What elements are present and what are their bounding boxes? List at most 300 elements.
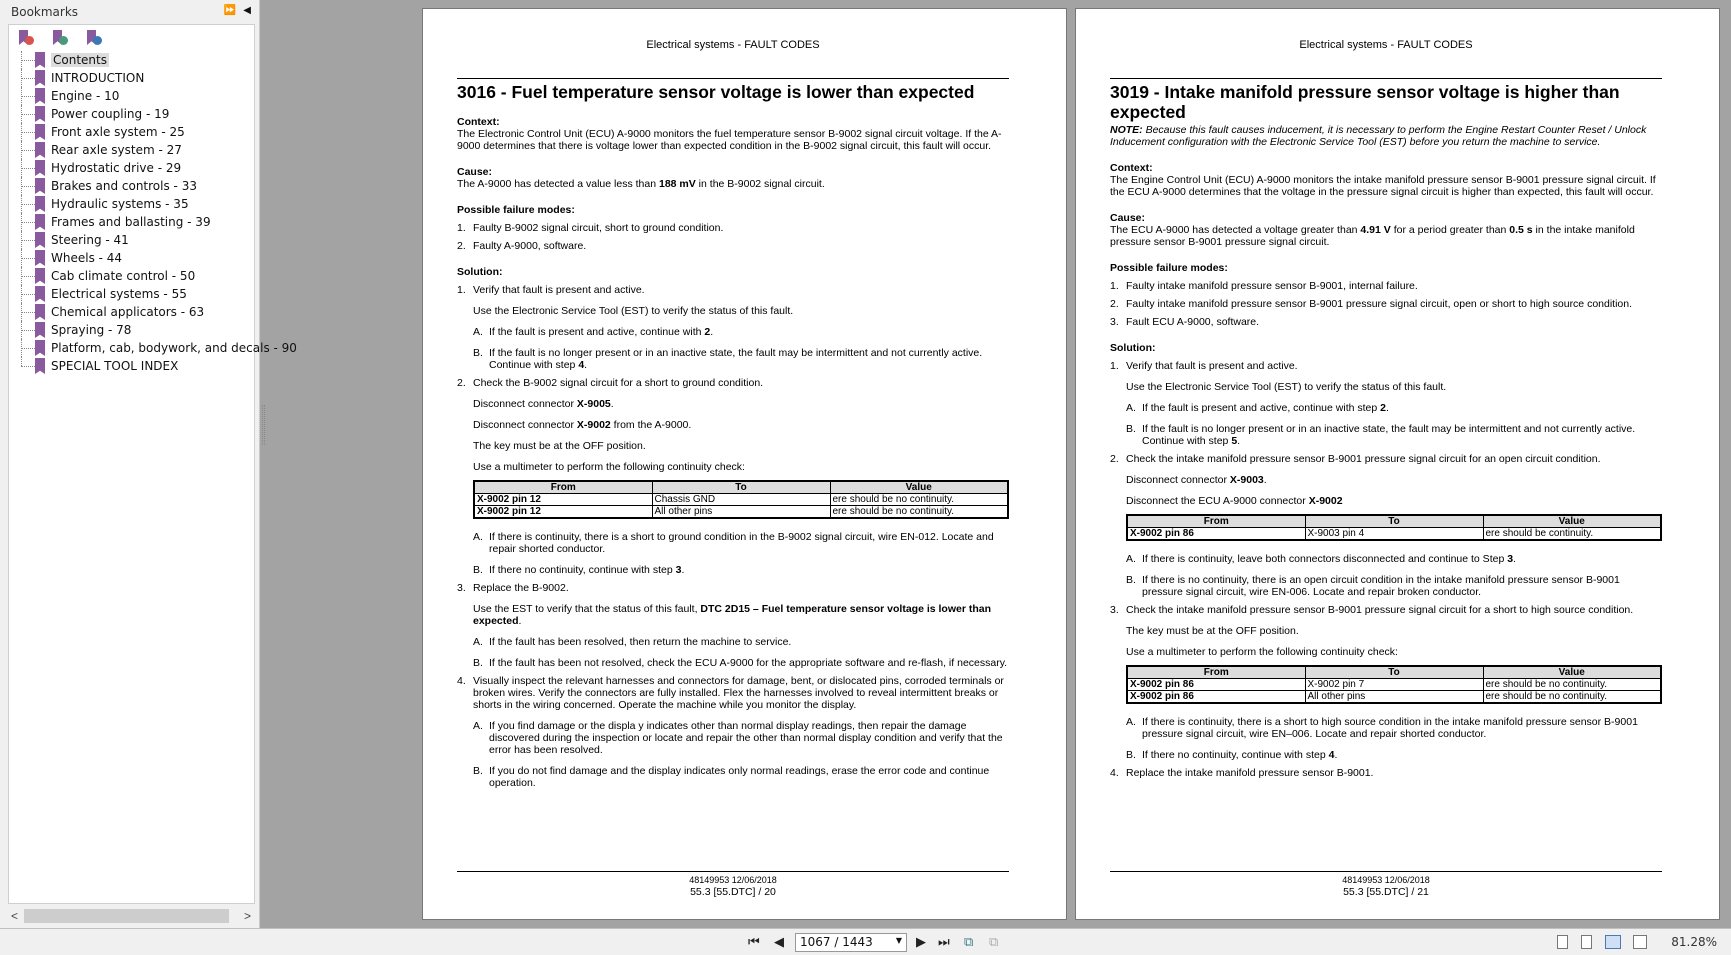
header-rule	[457, 78, 1009, 79]
step-detail	[1110, 495, 1662, 507]
section-label	[457, 266, 1009, 278]
bookmark-icon	[35, 160, 45, 176]
column-header: From	[474, 481, 652, 494]
step-text	[473, 461, 745, 473]
page-content	[1110, 9, 1662, 779]
page-footer	[457, 871, 1009, 898]
numbered-step	[1110, 298, 1662, 310]
horizontal-scrollbar[interactable]	[8, 906, 255, 926]
column-header: Value	[1483, 666, 1661, 679]
step-text	[1110, 224, 1635, 248]
step-text	[1126, 453, 1601, 465]
step-number: A.	[473, 636, 483, 648]
step-number: 2.	[1110, 298, 1119, 310]
bookmark-icon	[35, 178, 45, 194]
continuity-table	[1126, 665, 1662, 704]
bookmark-item[interactable]	[21, 123, 254, 141]
tree-line	[21, 357, 22, 366]
lettered-substep	[457, 347, 1009, 371]
header-rule	[1110, 78, 1662, 79]
step-number: 1.	[457, 284, 466, 296]
step-text	[473, 222, 723, 234]
step-text	[457, 178, 825, 190]
step-number: 2.	[1110, 453, 1119, 465]
numbered-step	[457, 284, 1009, 296]
step-text	[1142, 749, 1337, 761]
paragraph	[1110, 224, 1662, 248]
scrollbar-thumb[interactable]	[24, 909, 229, 923]
text-segment: 3	[675, 564, 682, 576]
table-cell: ere should be no continuity.	[1483, 679, 1661, 691]
step-text	[489, 326, 713, 338]
step-text	[473, 240, 586, 252]
step-number: 1.	[1110, 360, 1119, 372]
step-text	[473, 675, 1004, 711]
step-text	[473, 440, 646, 452]
bookmark-label: Hydraulic systems - 35	[51, 197, 189, 211]
column-header: To	[652, 481, 830, 494]
table-row	[1127, 528, 1661, 541]
paragraph	[457, 178, 1009, 190]
text-segment: Faulty A-9000, software.	[473, 240, 587, 252]
badge-icon	[59, 36, 68, 45]
text-segment: Faulty B-9002 signal circuit, short to ground condition.	[473, 222, 724, 234]
step-number: 1.	[1110, 280, 1119, 292]
text-segment: 4	[578, 359, 585, 371]
text-segment: If there is continuity, there is a short to high source condition in the intake manifold pressure sensor B-9001 pressure signal circuit, wire EN–006. Locate and repair shorted conductor.	[1142, 716, 1638, 740]
bookmark-item[interactable]	[21, 321, 254, 339]
bookmark-item[interactable]	[21, 177, 254, 195]
page-number-value[interactable]: 1067 / 1443	[800, 935, 873, 949]
step-text	[457, 166, 492, 178]
text-segment: The ECU A-9000 has detected a voltage greater than	[1110, 224, 1361, 236]
step-text	[473, 582, 569, 594]
step-text	[1110, 262, 1228, 274]
fault-title: 3019 - Intake manifold pressure sensor voltage is higher than expected	[1110, 82, 1620, 122]
step-text	[489, 531, 994, 555]
table-cell: ere should be continuity.	[1483, 528, 1661, 541]
bookmark-item[interactable]	[21, 213, 254, 231]
step-text	[1126, 495, 1343, 507]
text-segment: for a period greater than	[1390, 224, 1510, 236]
bookmarks-title: Bookmarks	[11, 5, 79, 19]
table-cell: ere should be no continuity.	[830, 506, 1008, 519]
column-header: To	[1305, 666, 1483, 679]
bookmark-label: Engine - 10	[51, 89, 120, 103]
step-text	[489, 657, 1007, 669]
bookmark-tools	[9, 25, 254, 51]
text-segment: .	[710, 326, 714, 338]
panel-controls[interactable]: ⏩ ◀	[223, 5, 253, 16]
bookmark-label: Electrical systems - 55	[51, 287, 187, 301]
step-number: 3.	[1110, 316, 1119, 328]
section-label	[457, 116, 1009, 128]
text-segment: Verify that fault is present and active.	[1126, 360, 1298, 372]
column-header: To	[1305, 515, 1483, 528]
numbered-step	[1110, 767, 1662, 779]
zoom-level[interactable]: 81.28%	[1671, 935, 1717, 949]
step-text	[1142, 423, 1635, 447]
text-segment: If the fault is no longer present or in an inactive state, the fault may be intermittent and not currently active. Continue with step	[489, 347, 983, 371]
text-segment: If there is continuity, leave both connectors disconnected and continue to Step	[1142, 553, 1508, 565]
numbered-step	[457, 582, 1009, 594]
table-cell: X-9002 pin 7	[1305, 679, 1483, 691]
note-paragraph	[1110, 124, 1662, 148]
bookmark-item[interactable]	[21, 159, 254, 177]
badge-icon	[25, 36, 34, 45]
bookmark-item[interactable]	[21, 303, 254, 321]
text-segment: in the B-9002 signal circuit.	[695, 178, 825, 190]
table-header-row	[1127, 515, 1661, 528]
goto-bookmark-icon[interactable]	[87, 30, 101, 46]
step-text	[1110, 124, 1646, 148]
text-segment: .	[1334, 749, 1338, 761]
bookmark-icon	[35, 106, 45, 122]
bookmark-label: Contents	[53, 53, 107, 67]
text-segment: Replace the intake manifold pressure sensor B-9001.	[1126, 767, 1374, 779]
step-number: A.	[473, 720, 483, 732]
two-page-continuous-view-icon[interactable]	[1633, 935, 1647, 949]
text-segment: .	[610, 398, 614, 410]
section-label	[457, 166, 1009, 178]
step-number: 1.	[457, 222, 466, 234]
tree-connector	[21, 276, 35, 277]
bookmark-icon	[35, 322, 45, 338]
text-segment: Disconnect connector	[473, 419, 577, 431]
numbered-step	[457, 222, 1009, 234]
lettered-substep	[457, 720, 1009, 756]
step-text	[1142, 402, 1389, 414]
continuity-table	[1126, 514, 1662, 541]
step-text	[457, 128, 1002, 152]
bookmark-icon	[35, 286, 45, 302]
text-segment: Fault ECU A-9000, software.	[1126, 316, 1260, 328]
chevron-down-icon[interactable]: ▼	[895, 936, 902, 945]
lettered-substep	[1110, 574, 1662, 598]
step-text	[1126, 381, 1446, 393]
text-segment: The key must be at the OFF position.	[473, 440, 646, 452]
panel-splitter[interactable]	[262, 405, 265, 445]
step-text	[457, 266, 503, 278]
numbered-step	[1110, 360, 1662, 372]
tree-connector	[21, 204, 35, 205]
step-detail	[1110, 474, 1662, 486]
bookmark-icon	[35, 250, 45, 266]
step-text	[1126, 767, 1373, 779]
text-segment: If there is no continuity, there is an open circuit condition in the intake manifold pressure sensor B-9001 pressure signal circuit, wire EN-006. Locate and repair broken conductor.	[1142, 574, 1620, 598]
step-detail	[1110, 625, 1662, 637]
numbered-step	[457, 377, 1009, 389]
step-number: A.	[1126, 716, 1136, 728]
step-text	[1110, 342, 1156, 354]
footer-page-number: 55.3 [55.DTC] / 21	[1343, 886, 1429, 898]
bookmark-tree	[9, 51, 297, 375]
text-segment: .	[681, 564, 685, 576]
page-header: Electrical systems - FAULT CODES	[646, 39, 820, 51]
continuous-view-icon[interactable]	[1581, 935, 1592, 949]
step-detail	[457, 461, 1009, 473]
step-number: 4.	[457, 675, 466, 687]
tree-connector	[21, 348, 35, 349]
column-header: Value	[1483, 515, 1661, 528]
step-detail	[1110, 646, 1662, 658]
bookmark-label: Wheels - 44	[51, 251, 123, 265]
step-text	[1142, 574, 1620, 598]
bookmark-icon	[35, 214, 45, 230]
table-cell: X-9002 pin 12	[474, 494, 652, 506]
text-segment: Context:	[1110, 162, 1153, 174]
step-detail	[457, 603, 1009, 627]
section-label	[1110, 342, 1662, 354]
text-segment: The A-9000 has detected a value less than	[457, 178, 659, 190]
page-header: Electrical systems - FAULT CODES	[1299, 39, 1473, 51]
text-segment: If the fault has been resolved, then return the machine to service.	[489, 636, 792, 648]
numbered-step	[1110, 453, 1662, 465]
bookmark-item[interactable]	[21, 267, 254, 285]
text-segment: 0.5 s	[1509, 224, 1533, 236]
step-number: B.	[1126, 423, 1136, 435]
step-number: B.	[473, 564, 483, 576]
bottom-toolbar	[0, 928, 1731, 955]
table-cell: X-9002 pin 86	[1127, 691, 1305, 704]
step-detail	[457, 440, 1009, 452]
step-text	[473, 419, 691, 431]
step-text	[1126, 280, 1418, 292]
step-text	[457, 116, 500, 128]
two-page-view-icon[interactable]	[1605, 935, 1621, 949]
first-page-icon[interactable]: ⏮	[748, 934, 760, 949]
column-header: From	[1127, 666, 1305, 679]
bookmark-icon	[35, 232, 45, 248]
step-text	[489, 765, 989, 789]
bookmark-icon	[35, 358, 45, 374]
lettered-substep	[457, 564, 1009, 576]
step-detail	[457, 305, 1009, 317]
text-segment: 3	[1507, 553, 1514, 565]
single-page-view-icon[interactable]	[1557, 935, 1568, 949]
text-segment: in the intake manifold pressure sensor B-9001 pressure signal circuit.	[1110, 224, 1635, 248]
table-cell: ere should be no continuity.	[1483, 691, 1661, 704]
bookmark-icon	[35, 70, 45, 86]
tree-connector	[21, 168, 35, 169]
step-number: B.	[473, 347, 483, 359]
bookmark-item[interactable]	[21, 249, 254, 267]
text-segment: NOTE:	[1110, 124, 1143, 136]
page-content	[457, 9, 1009, 789]
text-segment: Replace the B-9002.	[473, 582, 569, 594]
lettered-substep	[1110, 553, 1662, 565]
tree-connector	[21, 60, 35, 61]
text-segment: .	[584, 359, 588, 371]
add-bookmark-icon[interactable]	[53, 30, 67, 46]
text-segment: Check the B-9002 signal circuit for a short to ground condition.	[473, 377, 764, 389]
bookmark-item[interactable]	[21, 69, 254, 87]
text-segment: X-9002	[576, 419, 611, 431]
step-text	[457, 204, 575, 216]
scroll-right-icon[interactable]: >	[243, 909, 251, 923]
text-segment: Solution:	[457, 266, 503, 278]
tree-connector	[21, 114, 35, 115]
next-page-icon[interactable]: ▶	[916, 934, 926, 949]
text-segment: If the fault is no longer present or in an inactive state, the fault may be intermittent and not currently active. Continue with step	[1142, 423, 1636, 447]
text-segment: .	[1237, 435, 1241, 447]
table-row	[474, 494, 1008, 506]
table-cell: X-9003 pin 4	[1305, 528, 1483, 541]
bookmark-item[interactable]	[21, 141, 254, 159]
bookmark-label: Hydrostatic drive - 29	[51, 161, 182, 175]
tree-connector	[21, 96, 35, 97]
last-page-icon[interactable]: ⏭	[938, 934, 950, 949]
lettered-substep	[457, 657, 1009, 669]
text-segment: If the fault is present and active, continue with	[489, 326, 705, 338]
step-text	[1110, 212, 1145, 224]
bookmarks-panel	[0, 0, 297, 928]
text-segment: Use the Electronic Service Tool (EST) to verify the status of this fault.	[1126, 381, 1447, 393]
bookmark-icon	[35, 142, 45, 158]
footer-doc-id: 48149953 12/06/2018	[1342, 875, 1430, 885]
bookmark-label: Cab climate control - 50	[51, 269, 196, 283]
table-header-row	[1127, 666, 1661, 679]
step-number: 2.	[457, 240, 466, 252]
footer-doc-id: 48149953 12/06/2018	[689, 875, 777, 885]
lettered-substep	[1110, 716, 1662, 740]
column-header: From	[1127, 515, 1305, 528]
text-segment: If the fault has been not resolved, check the ECU A-9000 for the appropriate software and re-flash, if necessary.	[489, 657, 1008, 669]
section-label	[457, 204, 1009, 216]
bookmark-item[interactable]	[21, 51, 254, 69]
bookmark-item[interactable]	[21, 105, 254, 123]
delete-bookmark-icon[interactable]	[19, 30, 33, 46]
step-number: 3.	[1110, 604, 1119, 616]
table-row	[474, 506, 1008, 519]
text-segment: Cause:	[1110, 212, 1146, 224]
bookmark-item[interactable]	[21, 285, 254, 303]
bookmark-icon	[35, 268, 45, 284]
bookmark-item[interactable]	[21, 195, 254, 213]
text-segment: .	[518, 615, 522, 627]
step-text	[489, 564, 684, 576]
bookmark-icon	[35, 304, 45, 320]
footer-page-number: 55.3 [55.DTC] / 20	[690, 886, 776, 898]
continuity-table	[473, 480, 1009, 519]
text-segment: DTC 2D15 – Fuel temperature sensor voltage is lower than expected	[473, 603, 992, 627]
step-number: B.	[473, 657, 483, 669]
numbered-step	[457, 240, 1009, 252]
page-number-input[interactable]	[795, 933, 907, 952]
step-text	[1110, 162, 1153, 174]
text-segment: from the A-9000.	[610, 419, 692, 431]
bookmark-item[interactable]	[21, 339, 297, 357]
next-view-icon[interactable]: ⧉	[989, 934, 999, 949]
text-segment: Use the Electronic Service Tool (EST) to verify the status of this fault.	[473, 305, 794, 317]
step-text	[1126, 316, 1259, 328]
text-segment: Solution:	[1110, 342, 1156, 354]
bookmarks-header	[0, 0, 259, 24]
paragraph	[1110, 174, 1662, 198]
text-segment: 5	[1231, 435, 1238, 447]
text-segment: .	[1385, 402, 1389, 414]
numbered-step	[1110, 316, 1662, 328]
bookmark-label: Front axle system - 25	[51, 125, 185, 139]
text-segment: Faulty intake manifold pressure sensor B-9001, internal failure.	[1126, 280, 1418, 292]
text-segment: 4.91 V	[1360, 224, 1391, 236]
text-segment: Check the intake manifold pressure sensor B-9001 pressure signal circuit for an open circuit condition.	[1126, 453, 1601, 465]
text-segment: If there no continuity, continue with step	[489, 564, 676, 576]
tree-connector	[21, 294, 35, 295]
bookmark-icon	[35, 196, 45, 212]
text-segment: X-9005	[576, 398, 611, 410]
step-detail	[457, 398, 1009, 410]
numbered-step	[457, 675, 1009, 711]
text-segment: Disconnect connector	[473, 398, 577, 410]
step-number: B.	[1126, 574, 1136, 586]
step-text	[1110, 174, 1656, 198]
text-segment: Verify that fault is present and active.	[473, 284, 645, 296]
step-text	[489, 347, 982, 371]
table-cell: All other pins	[1305, 691, 1483, 704]
step-text	[1142, 553, 1516, 565]
text-segment: Possible failure modes:	[457, 204, 575, 216]
text-segment: 2	[704, 326, 711, 338]
bookmark-item[interactable]	[21, 357, 254, 375]
table-cell: ere should be no continuity.	[830, 494, 1008, 506]
step-number: A.	[1126, 402, 1136, 414]
table-cell: X-9002 pin 86	[1127, 528, 1305, 541]
previous-view-icon[interactable]: ⧉	[964, 934, 974, 949]
tree-connector	[21, 330, 35, 331]
step-text	[473, 603, 991, 627]
bookmarks-tree-panel	[8, 24, 297, 904]
step-number: A.	[473, 531, 483, 543]
step-text	[473, 377, 763, 389]
tree-connector	[21, 132, 35, 133]
lettered-substep	[457, 636, 1009, 648]
page-footer	[1110, 871, 1662, 898]
step-text	[1126, 604, 1633, 616]
bookmark-icon	[35, 52, 45, 68]
step-text	[1142, 716, 1638, 740]
step-text	[1126, 298, 1632, 310]
step-number: 3.	[457, 582, 466, 594]
text-segment: If there no continuity, continue with step	[1142, 749, 1329, 761]
text-segment: Use a multimeter to perform the following continuity check:	[473, 461, 745, 473]
table-cell: All other pins	[652, 506, 830, 519]
bookmark-item[interactable]	[21, 231, 254, 249]
table-cell: X-9002 pin 12	[474, 506, 652, 519]
lettered-substep	[1110, 749, 1662, 761]
paragraph	[457, 128, 1009, 152]
text-segment: .	[1513, 553, 1516, 565]
bookmark-label: Steering - 41	[51, 233, 129, 247]
table-cell: X-9002 pin 86	[1127, 679, 1305, 691]
numbered-step	[1110, 280, 1662, 292]
text-segment: 4	[1328, 749, 1335, 761]
step-detail	[457, 419, 1009, 431]
previous-page-icon[interactable]: ◀	[774, 934, 784, 949]
text-segment: The Electronic Control Unit (ECU) A-9000 monitors the fuel temperature sensor B-9002 signal circuit voltage. If the A-9000 determines that there is voltage lower than expected condition in the B-9002 signal circuit, this fault will occur.	[457, 128, 1002, 152]
bookmark-item[interactable]	[21, 87, 254, 105]
text-segment: The Engine Control Unit (ECU) A-9000 monitors the intake manifold pressure sensor B-9001 pressure signal circuit. If the ECU A-9000 determines that the voltage in the pressure signal circuit is higher than expected, this fault will occur.	[1110, 174, 1656, 198]
bookmark-label: Power coupling - 19	[51, 107, 170, 121]
bookmark-icon	[35, 340, 45, 356]
lettered-substep	[457, 531, 1009, 555]
tree-connector	[21, 186, 35, 187]
bookmark-label: Brakes and controls - 33	[51, 179, 197, 193]
scroll-left-icon[interactable]: <	[11, 909, 19, 923]
text-segment: If the fault is present and active, continue with step	[1142, 402, 1381, 414]
step-detail	[1110, 381, 1662, 393]
step-text	[489, 720, 1003, 756]
